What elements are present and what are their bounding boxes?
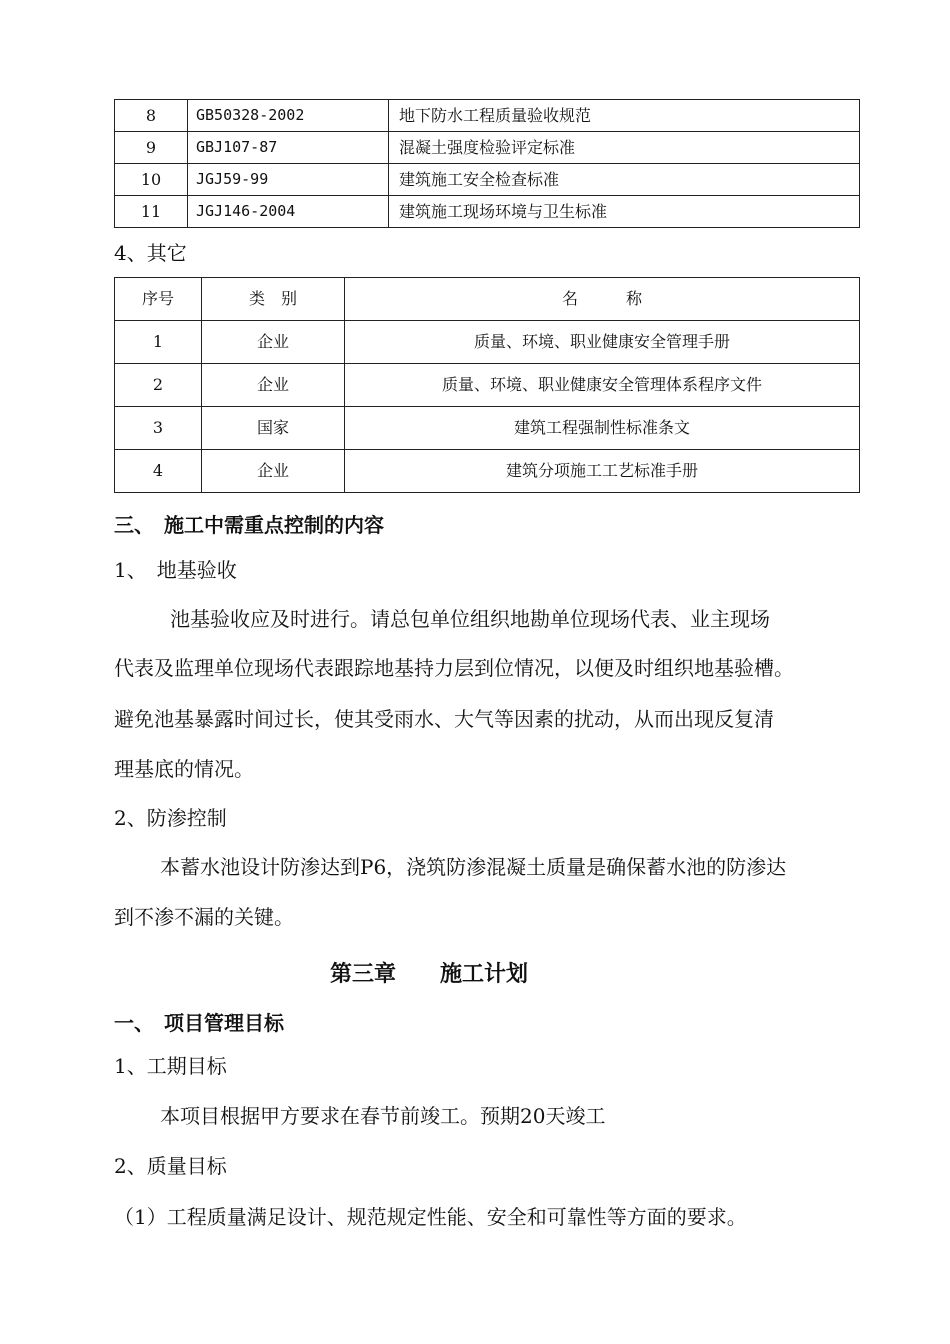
table-row <box>115 407 860 450</box>
paragraph-line: 避免池基暴露时间过长，使其受雨水、大气等因素的扰动，从而出现反复清 <box>114 707 774 731</box>
table-row <box>115 321 860 364</box>
table-row <box>115 100 860 132</box>
row-number: 3 <box>115 407 202 450</box>
table-row <box>115 164 860 196</box>
table-row <box>115 196 860 228</box>
other-docs-table <box>114 277 860 493</box>
table-header-row <box>115 278 860 321</box>
subsection-heading: 1、 地基验收 <box>114 558 237 582</box>
row-name: 建筑分项施工工艺标准手册 <box>345 450 860 493</box>
row-number: 8 <box>115 100 188 132</box>
standard-name: 建筑施工现场环境与卫生标准 <box>389 196 860 228</box>
paragraph-line: 本项目根据甲方要求在春节前竣工。预期20天竣工 <box>160 1104 606 1128</box>
subsection-heading: 2、防渗控制 <box>114 806 227 830</box>
standard-code: GBJ107-87 <box>188 132 389 164</box>
paragraph-line: 到不渗不漏的关键。 <box>114 905 294 929</box>
other-heading: 4、其它 <box>114 241 187 265</box>
row-name: 质量、环境、职业健康安全管理手册 <box>345 321 860 364</box>
list-item: （1）工程质量满足设计、规范规定性能、安全和可靠性等方面的要求。 <box>114 1205 747 1229</box>
standard-name: 混凝土强度检验评定标准 <box>389 132 860 164</box>
row-type: 企业 <box>202 364 345 407</box>
table-row <box>115 132 860 164</box>
paragraph-line: 理基底的情况。 <box>114 757 254 781</box>
header-number: 序号 <box>115 278 202 321</box>
section-heading: 三、 施工中需重点控制的内容 <box>114 513 384 537</box>
table-row <box>115 364 860 407</box>
paragraph-line: 池基验收应及时进行。请总包单位组织地勘单位现场代表、业主现场 <box>170 607 770 631</box>
paragraph-line: 本蓄水池设计防渗达到P6，浇筑防渗混凝土质量是确保蓄水池的防渗达 <box>160 855 787 879</box>
row-number: 9 <box>115 132 188 164</box>
row-number: 2 <box>115 364 202 407</box>
row-name: 质量、环境、职业健康安全管理体系程序文件 <box>345 364 860 407</box>
row-type: 企业 <box>202 321 345 364</box>
table-row <box>115 450 860 493</box>
standard-code: JGJ59-99 <box>188 164 389 196</box>
row-number: 10 <box>115 164 188 196</box>
standard-code: JGJ146-2004 <box>188 196 389 228</box>
paragraph-line: 代表及监理单位现场代表跟踪地基持力层到位情况，以便及时组织地基验槽。 <box>114 656 794 680</box>
row-number: 11 <box>115 196 188 228</box>
subsection-heading: 2、质量目标 <box>114 1154 227 1178</box>
section-heading: 一、 项目管理目标 <box>114 1011 284 1035</box>
chapter-title: 第三章 施工计划 <box>330 962 529 987</box>
standard-name: 建筑施工安全检查标准 <box>389 164 860 196</box>
standard-code: GB50328-2002 <box>188 100 389 132</box>
standard-name: 地下防水工程质量验收规范 <box>389 100 860 132</box>
row-number: 1 <box>115 321 202 364</box>
header-type: 类 别 <box>202 278 345 321</box>
row-type: 国家 <box>202 407 345 450</box>
header-name: 名 称 <box>345 278 860 321</box>
row-name: 建筑工程强制性标准条文 <box>345 407 860 450</box>
standards-table <box>114 99 860 228</box>
row-type: 企业 <box>202 450 345 493</box>
row-number: 4 <box>115 450 202 493</box>
subsection-heading: 1、工期目标 <box>114 1054 227 1078</box>
